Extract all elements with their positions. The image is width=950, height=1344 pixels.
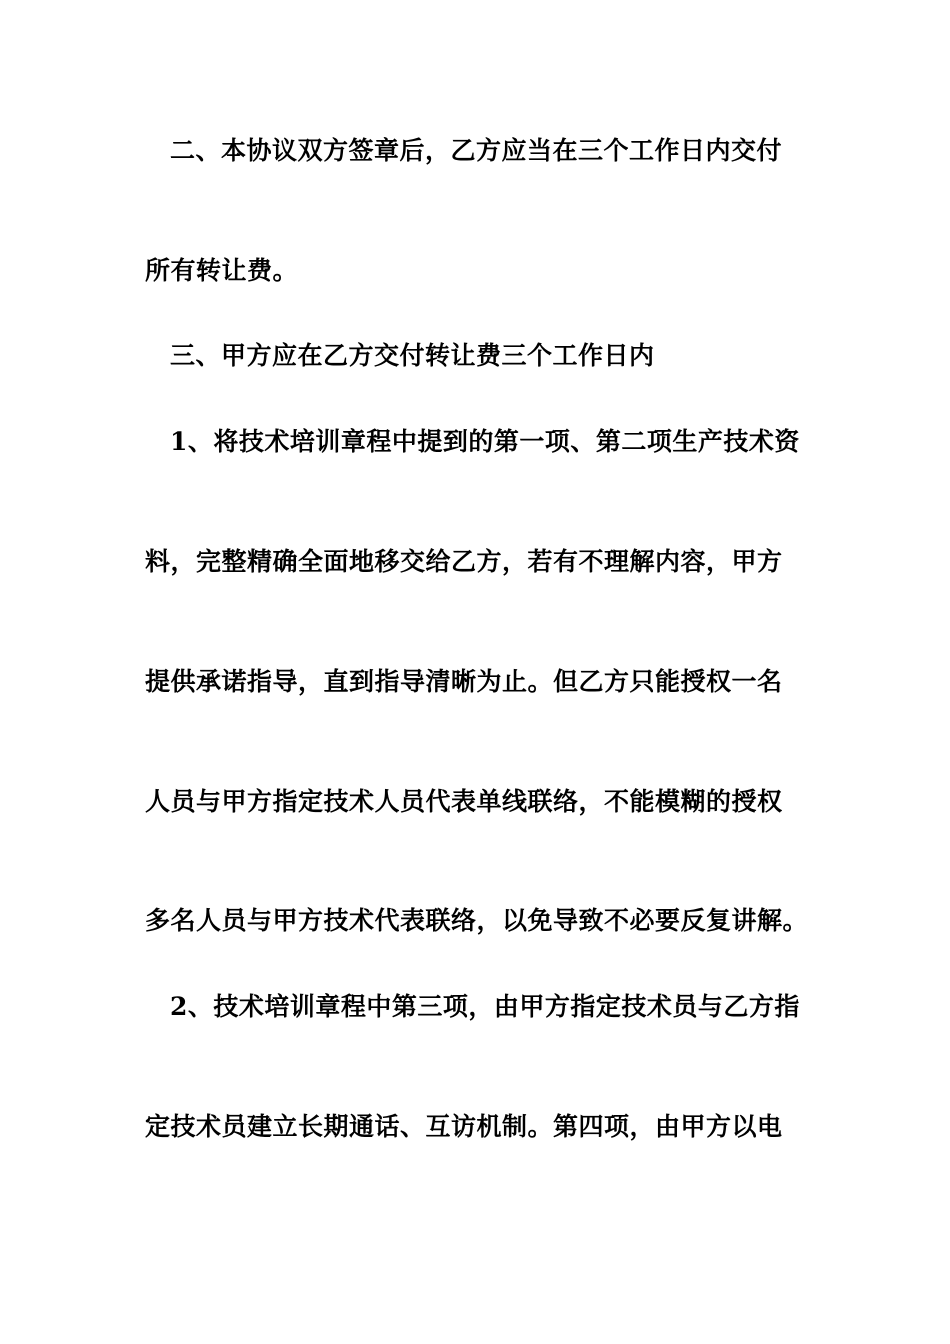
item-1-line-4: 人员与甲方指定技术人员代表单线联络，不能模糊的授权 xyxy=(145,787,783,816)
item-1-line-2: 料，完整精确全面地移交给乙方，若有不理解内容，甲方 xyxy=(145,547,783,576)
item-2-line-2: 定技术员建立长期通话、互访机制。第四项，由甲方以电 xyxy=(145,1112,783,1141)
item-1-line-1: 1、将技术培训章程中提到的第一项、第二项生产技术资 xyxy=(170,427,800,456)
clause-3-heading: 三、甲方应在乙方交付转让费三个工作日内 xyxy=(170,341,655,370)
clause-2-line-1: 二、本协议双方签章后，乙方应当在三个工作日内交付 xyxy=(170,136,783,165)
item-1-line-3: 提供承诺指导，直到指导清晰为止。但乙方只能授权一名 xyxy=(145,667,783,696)
clause-2-line-2: 所有转让费。 xyxy=(145,256,299,285)
item-1-line-5: 多名人员与甲方技术代表联络，以免导致不必要反复讲解。 xyxy=(145,906,809,935)
item-2-line-1: 2、技术培训章程中第三项，由甲方指定技术员与乙方指 xyxy=(170,992,800,1021)
